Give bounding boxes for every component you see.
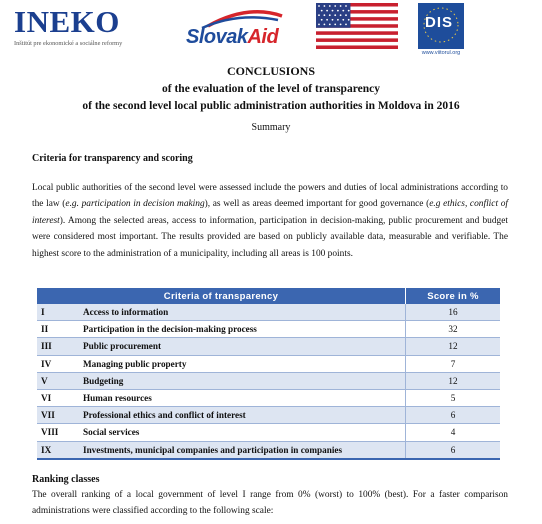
- row-score: 7: [406, 355, 501, 372]
- row-score: 4: [406, 424, 501, 441]
- page-title: CONCLUSIONS: [226, 64, 316, 78]
- ineko-logo-name: INEKO: [14, 4, 120, 39]
- row-number: VII: [37, 407, 83, 424]
- page-subtitle-line2: of the second level local public administration authorities in Moldova in 2016: [82, 100, 460, 112]
- row-number: III: [37, 338, 83, 355]
- row-number: IX: [37, 441, 83, 459]
- row-criterion: Participation in the decision-making process: [83, 321, 406, 338]
- row-number: IV: [37, 355, 83, 372]
- header-score: Score in %: [406, 288, 501, 304]
- row-criterion: Social services: [83, 424, 406, 441]
- slovak-aid-logo: [178, 6, 288, 50]
- section-heading-ranking: Ranking classes: [32, 474, 100, 485]
- row-number: VIII: [37, 424, 83, 441]
- ineko-logo-subtitle: Inštitút pre ekonomické a sociálne reformy: [14, 40, 123, 47]
- row-number: VI: [37, 389, 83, 406]
- table-row: [37, 355, 500, 372]
- dis-logo: [418, 3, 464, 56]
- ranking-paragraph: The overall ranking of a local government of level I range from 0% (worst) to 100% (best). For a faster comparison administrations were classified according to the following scale:: [32, 490, 508, 517]
- usa-flag-icon: [316, 3, 398, 49]
- dis-logo-name: DIS: [425, 14, 454, 31]
- row-score: 16: [406, 304, 501, 321]
- criteria-paragraph: [32, 180, 508, 262]
- row-number: V: [37, 372, 83, 389]
- slovak-aid-part1: Slovak: [186, 26, 248, 48]
- row-score: 12: [406, 372, 501, 389]
- row-criterion: Public procurement: [83, 338, 406, 355]
- slovak-aid-wordmark: [186, 26, 278, 49]
- row-score: 6: [406, 441, 501, 459]
- table-row: [37, 441, 500, 459]
- table-row: [37, 338, 500, 355]
- summary-label: Summary: [251, 122, 291, 133]
- row-criterion: Access to information: [83, 304, 406, 321]
- table-row: [37, 304, 500, 321]
- row-number: II: [37, 321, 83, 338]
- ineko-logo: [14, 6, 154, 50]
- criteria-text-a: Local public authorities of the second level were assessed include the powers and duties of local administrations according to the law (: [32, 183, 508, 210]
- criteria-text-c: ). Among the selected areas, access to information, participation in decision-making, public procurement and budget were considered most important. The results provided are based on publicly available data, measurable and verifiable. The highest score to the administration of a municipality, including all areas is 100 points.: [32, 215, 508, 259]
- table-row: [37, 424, 500, 441]
- slovak-aid-part2: Aid: [247, 26, 279, 48]
- row-score: 5: [406, 389, 501, 406]
- criteria-table: [37, 288, 500, 460]
- row-score: 12: [406, 338, 501, 355]
- page-subtitle-line1: of the evaluation of the level of transparency: [162, 83, 380, 95]
- table-row: [37, 407, 500, 424]
- row-criterion: Managing public property: [83, 355, 406, 372]
- table-row: [37, 372, 500, 389]
- section-heading-criteria: Criteria for transparency and scoring: [32, 153, 193, 164]
- row-number: I: [37, 304, 83, 321]
- table-row: [37, 321, 500, 338]
- criteria-text-italic1: e.g. participation in decision making: [65, 199, 205, 210]
- row-criterion: Human resources: [83, 389, 406, 406]
- criteria-text-italic2: e.g ethics, conflict of interest: [32, 199, 508, 226]
- dis-logo-url: www.viitorul.org: [421, 50, 461, 56]
- row-score: 32: [406, 321, 501, 338]
- row-criterion: Investments, municipal companies and participation in companies: [83, 441, 406, 459]
- table-row: [37, 389, 500, 406]
- row-criterion: Budgeting: [83, 372, 406, 389]
- criteria-table-header-row: [37, 288, 500, 304]
- row-score: 6: [406, 407, 501, 424]
- header-criteria: Criteria of transparency: [37, 288, 406, 304]
- criteria-text-b: ), as well as areas deemed important for good governance (: [204, 199, 430, 210]
- row-criterion: Professional ethics and conflict of interest: [83, 407, 406, 424]
